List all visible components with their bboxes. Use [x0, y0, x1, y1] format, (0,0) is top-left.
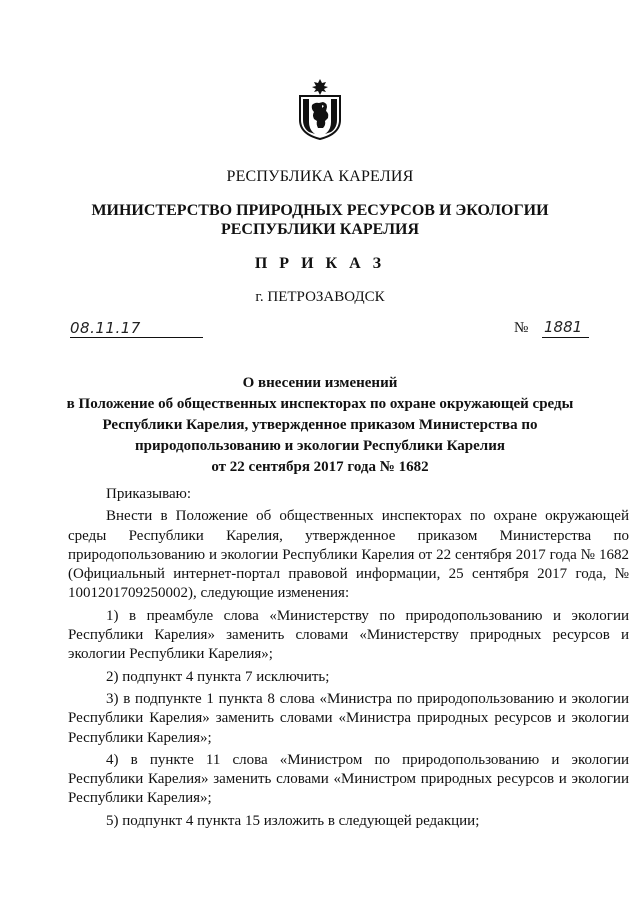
order-number-label: № — [514, 320, 529, 336]
order-number-underline — [542, 337, 589, 338]
order-number-field — [514, 318, 589, 340]
item-5-paragraph: 5) подпункт 4 пункта 15 изложить в следующей редакции; — [106, 812, 480, 829]
order-body — [68, 485, 629, 831]
karelia-coat-of-arms-icon — [295, 78, 345, 140]
order-date-underline — [70, 337, 203, 338]
item-4-paragraph: 4) в пункте 11 слова «Министром по природопользованию и экологии Республики Карелия» заменить словами «Министром природных ресурсов и экологии Республики Карелия»; — [68, 751, 629, 807]
order-number-handwritten: 1881 — [544, 318, 583, 336]
order-word-paragraph: Приказываю: — [106, 486, 191, 502]
order-date-field — [70, 318, 203, 340]
republic-heading: РЕСПУБЛИКА КАРЕЛИЯ — [226, 168, 414, 185]
item-2-paragraph: 2) подпункт 4 пункта 7 исключить; — [106, 668, 330, 685]
item-3-paragraph: 3) в подпункте 1 пункта 8 слова «Министра по природопользованию и экологии Республики Карелия» заменить словами «Министра природных ресурсов и экологии Республики Карелия»; — [68, 690, 629, 746]
order-subject — [0, 373, 640, 478]
ministry-heading — [0, 201, 640, 239]
ministry-heading-line1: МИНИСТЕРСТВО ПРИРОДНЫХ РЕСУРСОВ И ЭКОЛОГИИ — [91, 202, 549, 219]
document-type-heading: П Р И К А З — [254, 255, 386, 272]
subject-line-5: от 22 сентября 2017 года № 1682 — [211, 459, 429, 475]
order-date-handwritten: 08.11.17 — [70, 319, 141, 337]
subject-line-3: Республики Карелия, утвержденное приказом Министерства по — [102, 417, 538, 433]
ministry-heading-line2: РЕСПУБЛИКИ КАРЕЛИЯ — [220, 221, 420, 238]
intro-paragraph: Внести в Положение об общественных инспекторах по охране окружающей среды Республики Карелия, утвержденное приказом Министерства по природопользованию и экологии Республики Карелия от 22 сентября 2017 года № 1682 (Официальный интернет-портал правовой информации, 25 сентября 2017 года, № 1001201709250002), следующие изменения: — [68, 508, 629, 602]
item-1-paragraph: 1) в преамбуле слова «Министерству по природопользованию и экологии Республики Карелия» заменить словами «Министерству природных ресурсов и экологии Республики Карелия»; — [68, 607, 629, 663]
city-heading: г. ПЕТРОЗАВОДСК — [255, 289, 385, 305]
subject-line-4: природопользованию и экологии Республики Карелия — [135, 438, 505, 454]
subject-line-1: О внесении изменений — [242, 375, 398, 391]
subject-line-2: в Положение об общественных инспекторах по охране окружающей среды — [66, 396, 574, 412]
